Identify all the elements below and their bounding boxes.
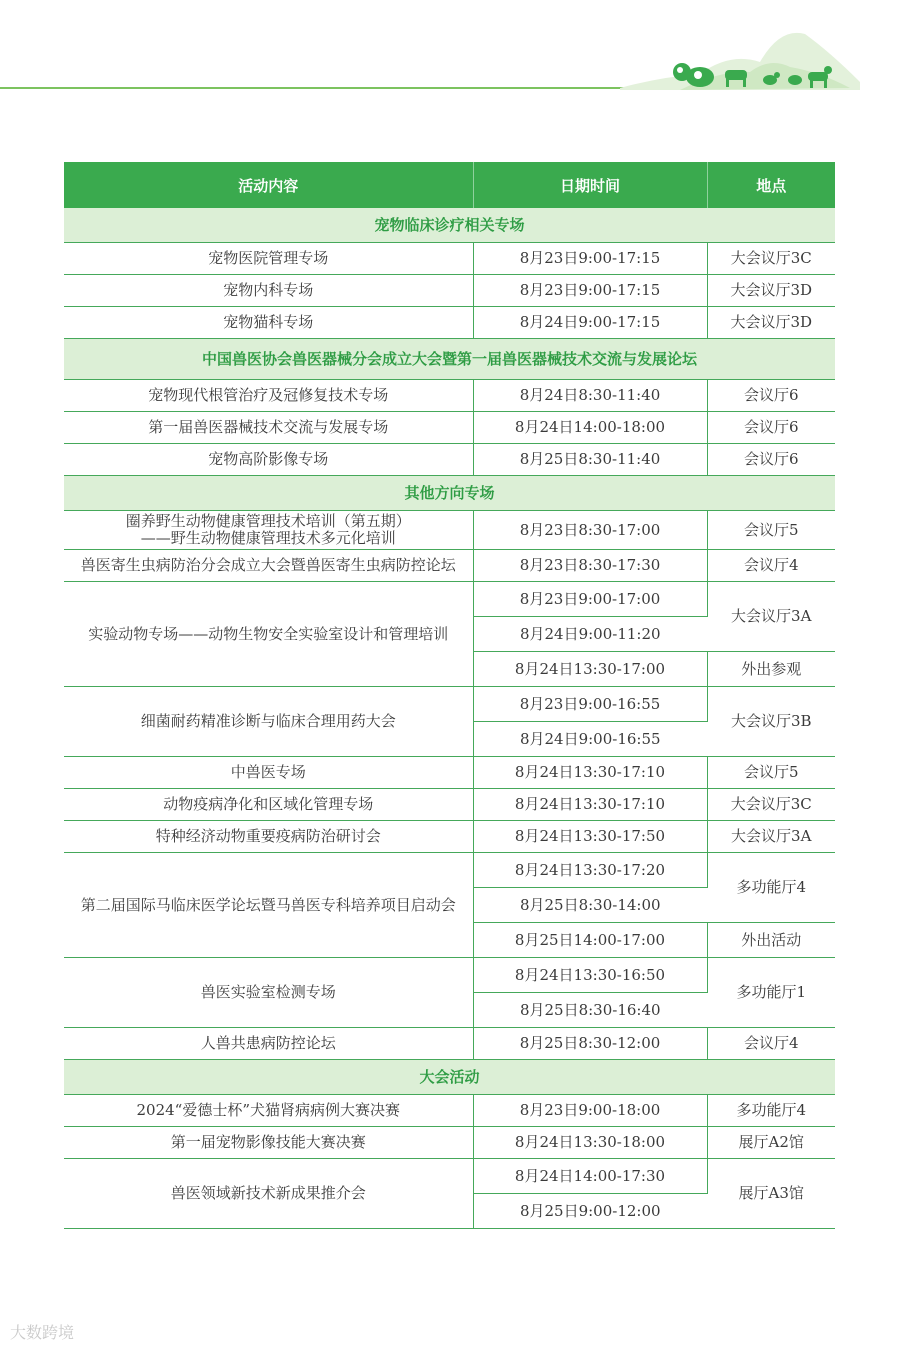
table-row — [64, 582, 835, 617]
header-location: 地点 — [707, 162, 835, 208]
activity-content-line: 宠物内科专场 — [223, 281, 314, 299]
activity-datetime: 8月24日9:00-16:55 — [473, 722, 707, 757]
activity-datetime: 8月24日9:00-17:15 — [473, 307, 707, 339]
activity-content — [64, 275, 473, 307]
activity-location: 外出活动 — [707, 923, 835, 958]
table-row — [64, 307, 835, 339]
activity-content — [64, 757, 473, 789]
activity-content-line: 宠物高阶影像专场 — [208, 450, 329, 468]
schedule-table — [64, 162, 835, 1229]
section-row — [64, 208, 835, 243]
section-title: 大会活动 — [64, 1060, 835, 1095]
activity-location: 会议厅6 — [707, 412, 835, 444]
table-row — [64, 853, 835, 888]
activity-datetime: 8月25日8:30-11:40 — [473, 444, 707, 476]
table-row — [64, 789, 835, 821]
table-row — [64, 412, 835, 444]
activity-location: 多功能厅4 — [707, 853, 835, 923]
activity-location: 会议厅5 — [707, 757, 835, 789]
activity-content — [64, 821, 473, 853]
table-row — [64, 380, 835, 412]
activity-location: 外出参观 — [707, 652, 835, 687]
activity-content-line: 中兽医专场 — [230, 763, 306, 781]
activity-location: 大会议厅3B — [707, 687, 835, 757]
activity-location: 多功能厅1 — [707, 958, 835, 1028]
header-row — [64, 162, 835, 208]
activity-datetime: 8月23日9:00-17:15 — [473, 243, 707, 275]
animals-landscape-illustration — [620, 22, 860, 92]
table-row — [64, 1095, 835, 1127]
watermark: 大数跨境 — [10, 1323, 75, 1342]
section-title: 中国兽医协会兽医器械分会成立大会暨第一届兽医器械技术交流与发展论坛 — [64, 339, 835, 380]
activity-content — [64, 511, 473, 550]
table-row — [64, 275, 835, 307]
activity-content-line: 第一届宠物影像技能大赛决赛 — [170, 1133, 366, 1151]
activity-content-line: 宠物现代根管治疗及冠修复技术专场 — [148, 386, 389, 404]
activity-datetime: 8月23日9:00-16:55 — [473, 687, 707, 722]
activity-content — [64, 412, 473, 444]
activity-datetime: 8月24日13:30-17:10 — [473, 757, 707, 789]
schedule-body — [64, 208, 835, 1229]
activity-datetime: 8月24日14:00-18:00 — [473, 412, 707, 444]
table-row — [64, 1159, 835, 1194]
activity-content-line: 圈养野生动物健康管理技术培训（第五期） — [125, 512, 411, 530]
section-title: 宠物临床诊疗相关专场 — [64, 208, 835, 243]
activity-datetime: 8月24日13:30-17:10 — [473, 789, 707, 821]
table-row — [64, 687, 835, 722]
activity-datetime: 8月25日8:30-12:00 — [473, 1028, 707, 1060]
header-datetime: 日期时间 — [473, 162, 707, 208]
activity-content: 兽医实验室检测专场 — [64, 958, 473, 1028]
activity-content: 细菌耐药精准诊断与临床合理用药大会 — [64, 687, 473, 757]
activity-datetime: 8月23日9:00-17:15 — [473, 275, 707, 307]
activity-datetime: 8月24日13:30-17:00 — [473, 652, 707, 687]
activity-content-line: 第一届兽医器械技术交流与发展专场 — [148, 418, 389, 436]
activity-content-line: 兽医寄生虫病防治分会成立大会暨兽医寄生虫病防控论坛 — [80, 556, 456, 574]
activity-content-line: 人兽共患病防控论坛 — [200, 1034, 336, 1052]
activity-datetime: 8月25日9:00-12:00 — [473, 1194, 707, 1229]
activity-datetime: 8月23日8:30-17:30 — [473, 550, 707, 582]
section-row — [64, 339, 835, 380]
activity-datetime: 8月24日14:00-17:30 — [473, 1159, 707, 1194]
activity-location: 会议厅4 — [707, 1028, 835, 1060]
activity-location: 展厅A2馆 — [707, 1127, 835, 1159]
activity-datetime: 8月24日13:30-17:20 — [473, 853, 707, 888]
table-row — [64, 511, 835, 550]
activity-content — [64, 550, 473, 582]
activity-location: 会议厅6 — [707, 444, 835, 476]
activity-content: 第二届国际马临床医学论坛暨马兽医专科培养项目启动会 — [64, 853, 473, 958]
section-row — [64, 1060, 835, 1095]
activity-content-line: 宠物医院管理专场 — [208, 249, 329, 267]
activity-content — [64, 243, 473, 275]
activity-location: 会议厅5 — [707, 511, 835, 550]
activity-location: 展厅A3馆 — [707, 1159, 835, 1229]
activity-datetime: 8月23日9:00-18:00 — [473, 1095, 707, 1127]
table-row — [64, 444, 835, 476]
activity-content — [64, 1028, 473, 1060]
section-title: 其他方向专场 — [64, 476, 835, 511]
activity-content-line: 特种经济动物重要疫病防治研讨会 — [155, 827, 381, 845]
activity-datetime: 8月25日14:00-17:00 — [473, 923, 707, 958]
activity-location: 大会议厅3D — [707, 275, 835, 307]
activity-content-line: ——野生动物健康管理技术多元化培训 — [140, 529, 396, 547]
activity-content — [64, 1095, 473, 1127]
activity-content — [64, 789, 473, 821]
activity-content: 实验动物专场——动物生物安全实验室设计和管理培训 — [64, 582, 473, 687]
activity-location: 多功能厅4 — [707, 1095, 835, 1127]
activity-content-line: 动物疫病净化和区域化管理专场 — [163, 795, 374, 813]
table-row — [64, 1127, 835, 1159]
activity-location: 大会议厅3A — [707, 582, 835, 652]
activity-datetime: 8月23日8:30-17:00 — [473, 511, 707, 550]
activity-content-line: 宠物猫科专场 — [223, 313, 314, 331]
activity-location: 会议厅6 — [707, 380, 835, 412]
activity-datetime: 8月25日8:30-14:00 — [473, 888, 707, 923]
table-row — [64, 958, 835, 993]
activity-content: 兽医领域新技术新成果推介会 — [64, 1159, 473, 1229]
activity-location: 大会议厅3D — [707, 307, 835, 339]
activity-datetime: 8月23日9:00-17:00 — [473, 582, 707, 617]
activity-datetime: 8月24日13:30-18:00 — [473, 1127, 707, 1159]
table-row — [64, 821, 835, 853]
activity-datetime: 8月25日8:30-16:40 — [473, 993, 707, 1028]
table-row — [64, 757, 835, 789]
activity-content — [64, 380, 473, 412]
section-row — [64, 476, 835, 511]
activity-content — [64, 307, 473, 339]
activity-datetime: 8月24日9:00-11:20 — [473, 617, 707, 652]
activity-content-line: 2024“爱德士杯”犬猫肾病病例大赛决赛 — [136, 1101, 400, 1119]
activity-datetime: 8月24日13:30-17:50 — [473, 821, 707, 853]
activity-location: 大会议厅3C — [707, 789, 835, 821]
table-row — [64, 243, 835, 275]
header-content: 活动内容 — [64, 162, 473, 208]
activity-datetime: 8月24日13:30-16:50 — [473, 958, 707, 993]
table-row — [64, 550, 835, 582]
activity-location: 大会议厅3C — [707, 243, 835, 275]
activity-content — [64, 1127, 473, 1159]
activity-datetime: 8月24日8:30-11:40 — [473, 380, 707, 412]
activity-location: 大会议厅3A — [707, 821, 835, 853]
activity-location: 会议厅4 — [707, 550, 835, 582]
activity-content — [64, 444, 473, 476]
table-row — [64, 1028, 835, 1060]
